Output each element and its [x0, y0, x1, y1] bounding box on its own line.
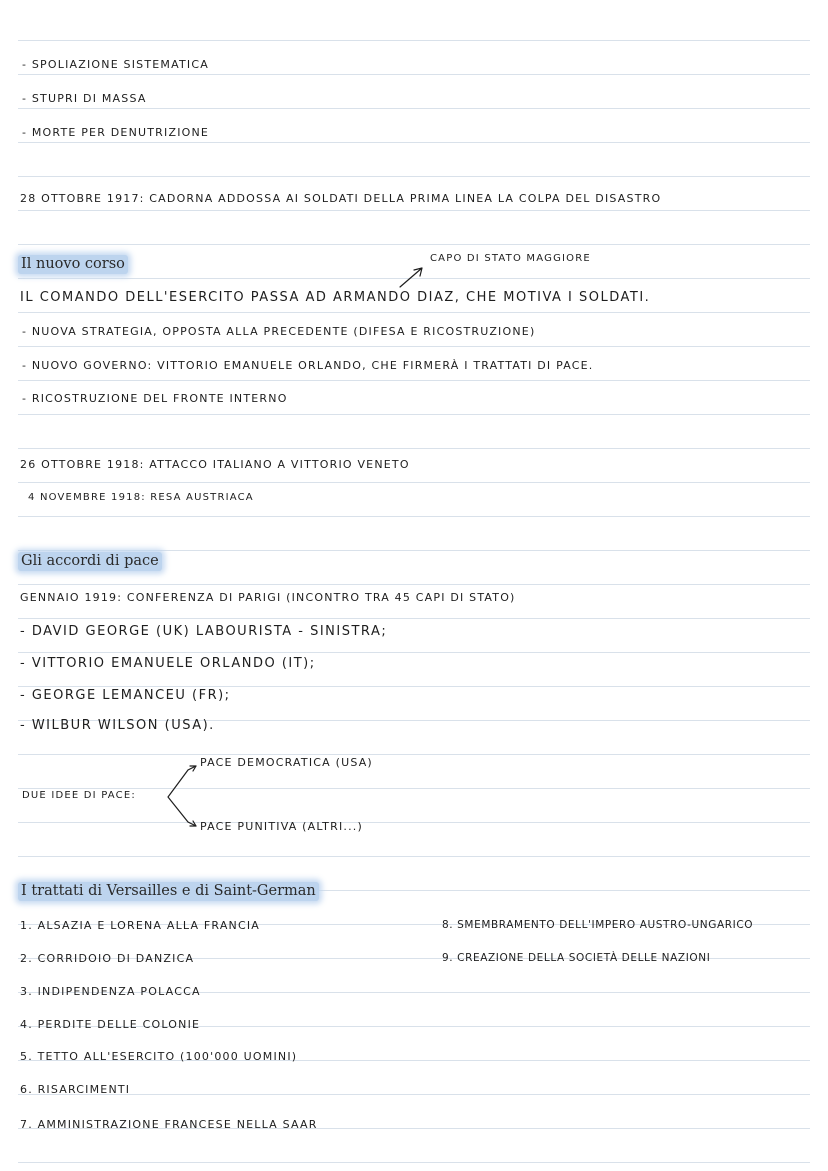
nuovo-corso-intro: IL COMANDO DELL'ESERCITO PASSA AD ARMANDO DIAZ, CHE MOTIVA I SOLDATI.	[20, 290, 651, 305]
section-heading-accordi: Gli accordi di pace	[18, 552, 162, 571]
trattati-item: 9. CREAZIONE DELLA SOCIETÀ DELLE NAZIONI	[442, 952, 711, 964]
nuovo-corso-item: - RICOSTRUZIONE DEL FRONTE INTERNO	[22, 392, 288, 405]
trattati-item: 2. CORRIDOIO DI DANZICA	[20, 952, 195, 965]
arrow-up-icon	[400, 268, 422, 287]
idea-punitive: PACE PUNITIVA (ALTRI...)	[200, 820, 363, 833]
intro-item: - STUPRI DI MASSA	[22, 92, 147, 105]
trattati-item: 7. AMMINISTRAZIONE FRANCESE NELLA SAAR	[20, 1118, 318, 1131]
intro-item: - SPOLIAZIONE SISTEMATICA	[22, 58, 209, 71]
trattati-item: 3. INDIPENDENZA POLACCA	[20, 985, 201, 998]
brace-icon	[168, 766, 196, 826]
leader-item: - VITTORIO EMANUELE ORLANDO (IT);	[20, 656, 316, 671]
trattati-item: 8. SMEMBRAMENTO DELL'IMPERO AUSTRO-UNGARICO	[442, 919, 754, 931]
nuovo-corso-item: - NUOVO GOVERNO: VITTORIO EMANUELE ORLANDO, CHE FIRMERÀ I TRATTATI DI PACE.	[22, 359, 594, 372]
section-heading-trattati: I trattati di Versailles e di Saint-German	[18, 882, 319, 901]
leader-item: - WILBUR WILSON (USA).	[20, 718, 215, 733]
trattati-item: 5. TETTO ALL'ESERCITO (100'000 UOMINI)	[20, 1050, 298, 1063]
accordi-intro: GENNAIO 1919: CONFERENZA DI PARIGI (INCONTRO TRA 45 CAPI DI STATO)	[20, 591, 516, 604]
trattati-item: 4. PERDITE DELLE COLONIE	[20, 1018, 201, 1031]
capo-annotation: CAPO DI STATO MAGGIORE	[430, 253, 591, 264]
leader-item: - DAVID GEORGE (UK) LABOURISTA - SINISTRA;	[20, 624, 388, 639]
nuovo-corso-item: - NUOVA STRATEGIA, OPPOSTA ALLA PRECEDENTE (DIFESA E RICOSTRUZIONE)	[22, 325, 536, 338]
cadorna-note: 28 OTTOBRE 1917: CADORNA ADDOSSA AI SOLDATI DELLA PRIMA LINEA LA COLPA DEL DISASTRO	[20, 192, 662, 205]
section-heading-nuovo-corso: Il nuovo corso	[18, 255, 128, 274]
leader-item: - GEORGE LEMANCEU (FR);	[20, 688, 231, 703]
intro-item: - MORTE PER DENUTRIZIONE	[22, 126, 210, 139]
trattati-item: 1. ALSAZIA E LORENA ALLA FRANCIA	[20, 919, 261, 932]
date-entry: 26 OTTOBRE 1918: ATTACCO ITALIANO A VITTORIO VENETO	[20, 458, 410, 471]
date-entry: 4 NOVEMBRE 1918: RESA AUSTRIACA	[28, 492, 254, 503]
two-ideas-label: DUE IDEE DI PACE:	[22, 790, 136, 801]
trattati-item: 6. RISARCIMENTI	[20, 1083, 131, 1096]
idea-democratic: PACE DEMOCRATICA (USA)	[200, 756, 373, 769]
